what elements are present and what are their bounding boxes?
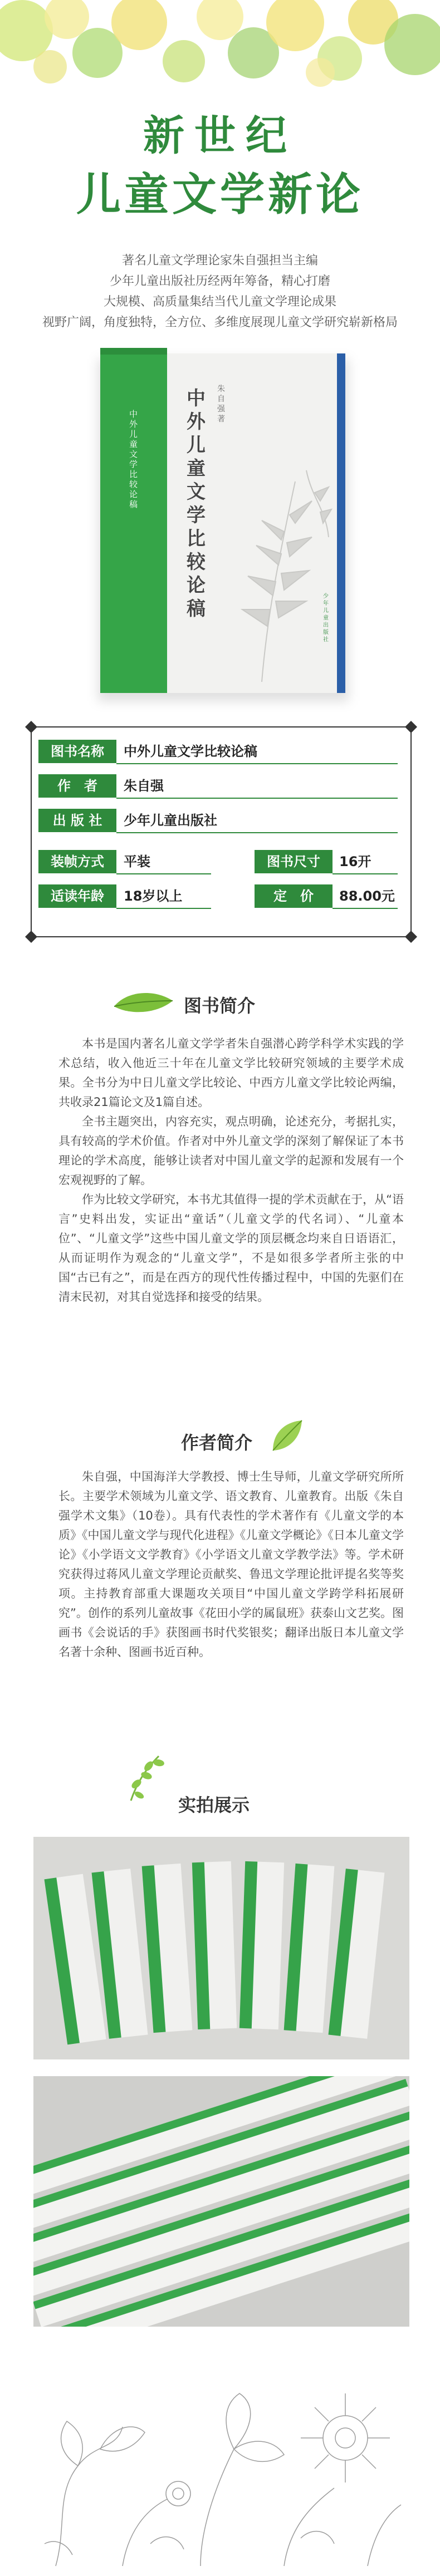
author-text: [58, 1467, 404, 1662]
info-label-price: 定 价: [255, 884, 333, 908]
info-value-publisher: 少年儿童出版社: [124, 813, 217, 828]
info-underline: [116, 832, 398, 833]
intro-line: 著名儿童文学理论家朱自强担当主编: [121, 254, 318, 268]
info-label-age: 适读年龄: [38, 884, 116, 908]
section-title-photos: 实拍展示: [178, 1795, 250, 1816]
info-value-title: 中外儿童文学比较论稿: [124, 744, 257, 759]
book-info-box: [31, 726, 412, 937]
info-underline: [116, 908, 211, 909]
info-underline: [333, 873, 398, 874]
corner-ornament-icon: [25, 931, 37, 943]
book-spine-top: [100, 348, 167, 355]
product-photo-2: [33, 2076, 409, 2327]
headline-line1: 新世纪: [143, 112, 297, 160]
corner-ornament-icon: [405, 931, 417, 943]
fern-illustration: [228, 448, 334, 687]
leaf-icon: [111, 990, 178, 1017]
spine-title: 中外儿童文学比较论稿: [129, 409, 138, 509]
section-title-author: 作者简介: [181, 1432, 253, 1453]
summary-paragraph: 全书主题突出，内容充实，观点明确，论述充分，考据扎实，具有较高的学术价值。作者对中外儿童文学的深刻了解保证了本书理论的学术高度，能够让读者对中国儿童文学的起源和发展有一个宏观视野的了解。: [58, 1115, 404, 1187]
cover-publisher: 少年儿童出版社: [323, 593, 329, 643]
section-title-summary: 图书简介: [184, 995, 256, 1016]
product-photo-1: [33, 1837, 409, 2059]
book-cover-image: [100, 348, 345, 693]
leaf-sprig-icon: [120, 1751, 173, 1803]
info-value-binding: 平装: [124, 854, 150, 869]
cover-blue-strip: [337, 353, 345, 693]
intro-line: 视野广阔，角度独特，全方位、多维度展现儿童文学研究崭新格局: [42, 316, 398, 330]
info-label-author: 作 者: [38, 774, 116, 798]
info-value-size: 16开: [339, 854, 371, 869]
info-value-author: 朱自强: [124, 778, 164, 794]
info-underline: [116, 873, 211, 874]
headline-line2: 儿童文学新论: [76, 169, 364, 220]
cover-title: 中外儿童文学比较论稿: [187, 387, 206, 620]
floral-line-art-decoration: [33, 2360, 409, 2572]
author-paragraph: 朱自强，中国海洋大学教授、博士生导师，儿童文学研究所所长。主要学术领域为儿童文学、语文教育、儿童教育。出版《朱自强学术文集》（10卷）。具有代表性的学术著作有《儿童文学的本质》《中国儿童文学与现代化进程》《儿童文学概论》《日本儿童文学论》《小学语文文学教育》《小学语文儿童文学教学法》等。学术研究获得过蒋风儿童文学理论贡献奖、鲁迅文学理论批评提名奖等奖项。主持教育部重大课题攻关项目“中国儿童文学跨学科拓展研究”。创作的系列儿童故事《花田小学的属鼠班》获泰山文艺奖。图画书《会说话的手》获图画书时代奖银奖；翻译出版日本儿童文学名著十余种、图画书近百种。: [58, 1470, 404, 1659]
corner-ornament-icon: [405, 721, 417, 733]
summary-paragraph: 作为比较文学研究，本书尤其值得一提的学术贡献在于，从“语言”史料出发，实证出“童话”（儿童文学的代名词）、“儿童本位”、“儿童文学”这些中国儿童文学的顶层概念均来自日语语汇，从而证明作为观念的“儿童文学”，不是如很多学者所主张的中国“古已有之”，而是在西方的现代性传播过程中，中国的先驱们在清末民初，对其自觉选择和接受的结果。: [58, 1193, 404, 1304]
book-spine: [100, 348, 167, 693]
info-value-age: 18岁以上: [124, 888, 183, 904]
intro-line: 大规模、高质量集结当代儿童文学理论成果: [103, 295, 336, 309]
info-label-binding: 装帧方式: [38, 850, 116, 873]
info-underline: [116, 763, 398, 764]
info-underline: [333, 908, 398, 909]
intro-line: 少年儿童出版社历经两年筹备，精心打磨: [109, 274, 330, 288]
info-underline: [116, 798, 398, 799]
info-label-publisher: 出 版 社: [38, 809, 116, 832]
leaf-icon: [267, 1417, 306, 1456]
summary-paragraph: 本书是国内著名儿童文学学者朱自强潜心跨学科学术实践的学术总结，收入他近三十年在儿童文学比较研究领域的主要学术成果。全书分为中日儿童文学比较论、中西方儿童文学比较论两编，共收录21篇论文及1篇自述。: [58, 1037, 404, 1109]
info-label-title: 图书名称: [38, 740, 116, 763]
watercolor-dots-decoration: [0, 0, 440, 95]
corner-ornament-icon: [25, 721, 37, 733]
cover-author: 朱自强 著: [217, 385, 225, 424]
info-label-size: 图书尺寸: [255, 850, 333, 873]
info-value-price: 88.00元: [339, 888, 395, 904]
summary-text: [58, 1034, 404, 1307]
intro-block: [0, 250, 440, 333]
